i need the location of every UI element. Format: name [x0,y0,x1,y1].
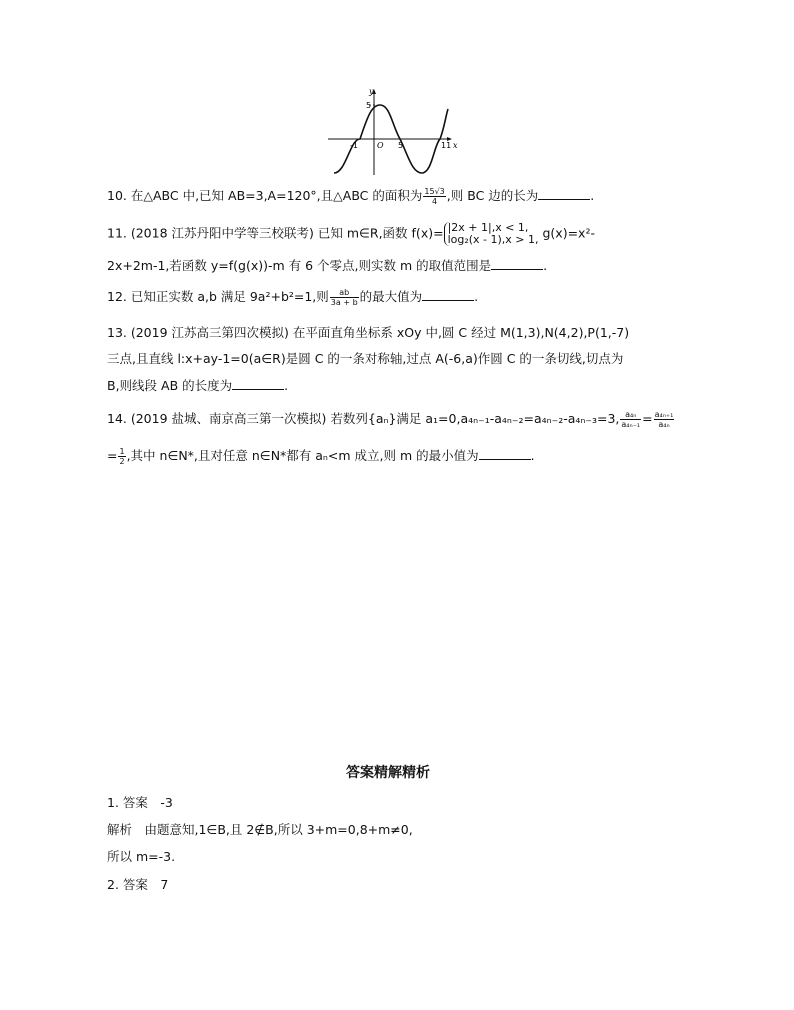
y-label: y [369,87,374,96]
question-11-line2: 2x+2m-1,若函数 y=f(g(x))-m 有 6 个零点,则实数 m 的取值范围是 . [107,258,548,273]
q10-answer-blank[interactable] [538,189,590,200]
q14-fraction-2: $\frac{\text{a₄ₙ₊₁}}{\text{a₄ₙ}}$ [654,410,674,429]
x-tick-5: 5 [398,141,404,150]
question-14: 14. (2019 盐城、南京高三第一次模拟) 若数列{aₙ}满足 a₁=0,a₄ₙ₋₁-a₄ₙ₋₂=a₄ₙ₋₂-a₄ₙ₋₃=3, $\frac{\text{a₄ₙ}}{\text{a₄ₙ₋₁}}$ = $\frac{\text{a₄ₙ₊₁}}{\text{a₄ₙ}}$ [107,410,674,429]
q11-piecewise: |2x + 1|,x < 1, log₂(x - 1),x > 1, [444,222,539,246]
q14-text-a: 14. (2019 盐城、南京高三第一次模拟) 若数列{aₙ}满足 a₁=0,a₄ₙ₋₁-a₄ₙ₋₂=a₄ₙ₋₂-a₄ₙ₋₃=3, [107,411,620,426]
y-tick-5: 5 [366,101,372,110]
answers-title: 答案精解精析 [346,765,430,781]
q12-fraction: $\frac{ab}{3a + b}$ [330,288,358,307]
q14-half: $\frac{1}{2}$ [119,447,125,466]
q10-fraction: $\frac{15√3}{4}$ [424,187,445,206]
x-tick-neg1: -1 [350,141,358,150]
question-11 [107,222,595,246]
x-tick-origin: O [377,141,384,150]
question-13-line1: 13. (2019 江苏高三第四次模拟) 在平面直角坐标系 xOy 中,圆 C 经过 M(1,3),N(4,2),P(1,-7) [107,325,630,340]
question-13-line2: 三点,且直线 l:x+ay-1=0(a∈R)是圆 C 的一条对称轴,过点 A(-6,a)作圆 C 的一条切线,切点为 [107,351,624,366]
q11-text-a: 11. (2018 江苏丹阳中学等三校联考) 已知 m∈R,函数 f(x)= [107,225,444,241]
question-10: 10. 在△ABC 中,已知 AB=3,A=120°,且△ABC 的面积为 $\frac{15√3}{4}$ ,则 BC 边的长为 . [107,187,595,206]
answer-1-explanation: 解析 由题意知,1∈B,且 2∉B,所以 3+m=0,8+m≠0, [107,822,413,837]
question-13-line3: B,则线段 AB 的长度为 . [107,378,289,393]
q14-answer-blank[interactable] [479,449,531,460]
answer-1-conclusion: 所以 m=-3. [107,849,176,864]
q11-answer-blank[interactable] [491,259,543,270]
question-12: 12. 已知正实数 a,b 满足 9a²+b²=1,则 $\frac{ab}{3a + b}$ 的最大值为 . [107,288,479,307]
q14-fraction-1: $\frac{\text{a₄ₙ}}{\text{a₄ₙ₋₁}}$ [621,410,641,429]
q10-text-b: ,则 BC 边的长为 [446,188,539,203]
q12-text-b: 的最大值为 [359,289,423,304]
q13-answer-blank[interactable] [232,379,284,390]
q11-text-b: g(x)=x²- [542,225,595,241]
q10-text-a: 10. 在△ABC 中,已知 AB=3,A=120°,且△ABC 的面积为 [107,188,423,203]
x-label: x [453,141,458,150]
q12-text-a: 12. 已知正实数 a,b 满足 9a²+b²=1,则 [107,289,329,304]
x-tick-11: 11 [441,141,452,150]
question-14-line2: = $\frac{1}{2}$ ,其中 n∈N*,且对任意 n∈N*都有 aₙ<m 成立,则 m 的最小值为 . [107,447,535,466]
answer-1: 1. 答案 -3 [107,795,173,810]
q12-answer-blank[interactable] [422,290,474,301]
answer-2: 2. 答案 7 [107,877,169,892]
function-graph [328,85,458,180]
